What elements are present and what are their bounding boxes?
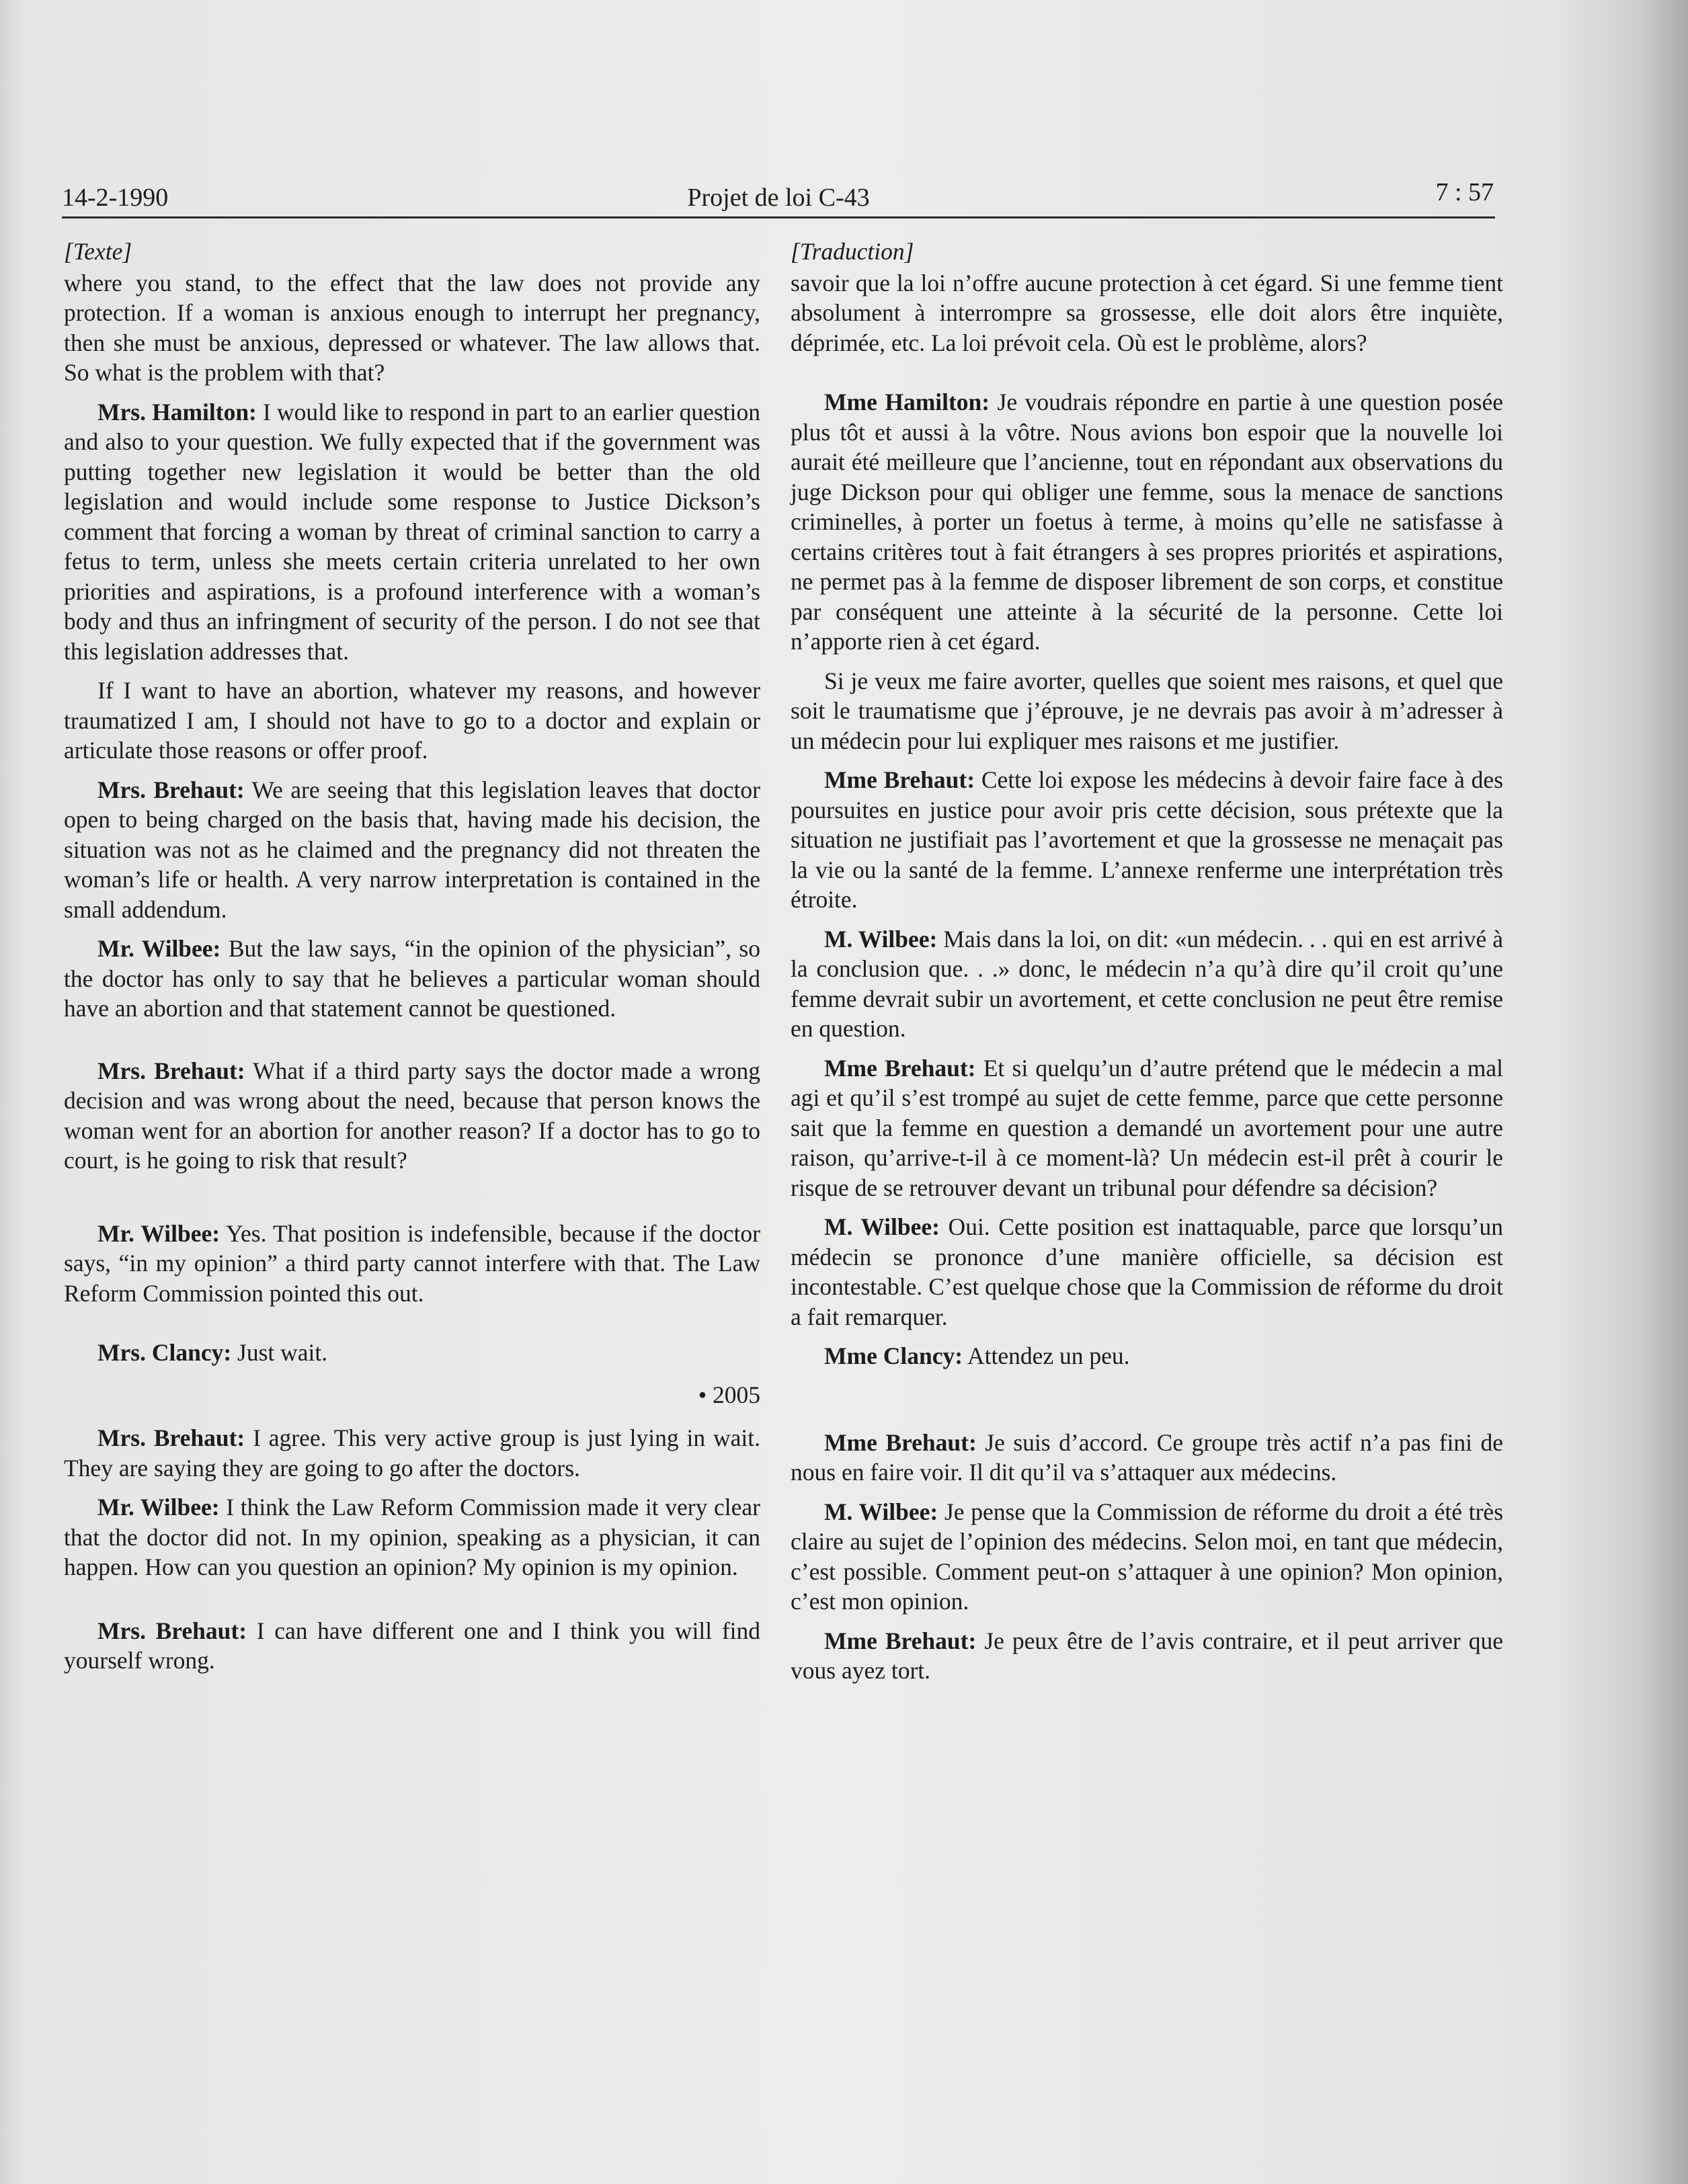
- header-date: 14-2-1990: [62, 184, 169, 212]
- speech-text: I think the Law Reform Commission made it very clear that the doctor did not. In my opinion, speaking as a physician, it can happen. How can you question an opinion? My opinion is my opinion.: [64, 1494, 760, 1580]
- speaker-name: Mrs. Hamilton:: [97, 398, 257, 426]
- speech-text: Mais dans la loi, on dit: «un médecin. . . qui en est arrivé à la conclusion que. . .» donc, le médecin n’a qu’à dire qu’il croit qu’une femme devrait subir un avortement, et cette conclusion ne peut être remise en question.: [791, 925, 1503, 1042]
- paragraph: [64, 397, 760, 667]
- speaker-name: Mr. Wilbee:: [97, 1494, 220, 1521]
- speaker-name: Mme Clancy:: [824, 1342, 963, 1369]
- speaker-name: Mme Brehaut:: [824, 1627, 977, 1654]
- paragraph: [64, 1338, 760, 1368]
- english-column: [64, 237, 760, 1685]
- paragraph: [791, 1053, 1503, 1203]
- speaker-name: Mr. Wilbee:: [97, 1219, 220, 1247]
- column-label: [Texte]: [64, 238, 132, 265]
- paragraph: [64, 1056, 760, 1176]
- speech-text: I can have different one and I think you will find yourself wrong.: [64, 1617, 761, 1674]
- speaker-name: Mrs. Brehaut:: [97, 1617, 247, 1644]
- speech-text: Oui. Cette position est inattaquable, parce que lorsqu’un médecin se prononce d’une manière officielle, sa décision est incontestable. C’est quelque chose que la Commission de réforme du droit a fait remarquer.: [791, 1213, 1504, 1330]
- speech-text: What if a third party says the doctor made a wrong decision and was wrong about the need, because that person knows the woman went for an abortion for another reason? If a doctor has to go to court, is he going to risk that result?: [64, 1057, 760, 1174]
- paragraph: Si je veux me faire avorter, quelles que soient mes raisons, et quel que soit le traumatisme que j’éprouve, je ne devrais pas avoir à m’adresser à un médecin pour lui expliquer mes raisons et me justifier.: [791, 667, 1503, 754]
- speaker-name: Mme Brehaut:: [824, 766, 975, 793]
- timestamp: • 2005: [698, 1381, 760, 1408]
- speech-text: Cette loi expose les médecins à devoir faire face à des poursuites en justice pour avoir pris cette décision, sous prétexte que la situation ne justifiait pas l’avortement et que la grossesse ne menaçait pas la vie ou la santé de la femme. L’annexe renferme une interprétation très étroite.: [791, 766, 1504, 913]
- speaker-name: Mrs. Brehaut:: [97, 1057, 245, 1084]
- paragraph: [791, 765, 1503, 915]
- speaker-name: M. Wilbee:: [824, 1213, 940, 1240]
- paragraph: [791, 1428, 1503, 1488]
- paragraph: [791, 1497, 1503, 1617]
- french-column: [791, 237, 1503, 1695]
- paragraph: If I want to have an abortion, whatever my reasons, and however traumatized I am, I should not have to go to a doctor and explain or articulate those reasons or offer proof.: [64, 677, 760, 764]
- speaker-name: M. Wilbee:: [824, 1498, 938, 1525]
- paragraph: [64, 1492, 760, 1582]
- paragraph: [64, 1219, 760, 1309]
- speech-text: Je suis d’accord. Ce groupe très actif n’a pas fini de nous en faire voir. Il dit qu’il va s’attaquer aux médecins.: [791, 1428, 1504, 1486]
- speaker-name: Mrs. Brehaut:: [97, 1424, 245, 1451]
- header-title: Projet de loi C-43: [687, 184, 870, 212]
- speaker-name: M. Wilbee:: [824, 925, 938, 953]
- paragraph: [64, 775, 760, 925]
- paragraph: [791, 1212, 1503, 1332]
- speaker-name: Mme Brehaut:: [824, 1428, 977, 1456]
- speech-text: Et si quelqu’un d’autre prétend que le médecin a mal agi et qu’il s’est trompé au sujet de cette femme, parce que cette personne sait que la femme en question a demandé un avortement pour une autre raison, qu’arrive-t-il à ce moment-là? Un médecin est-il prêt à courir le risque de se retrouver devant un tribunal pour défendre sa décision?: [791, 1054, 1504, 1201]
- paragraph: [791, 1626, 1503, 1686]
- speaker-name: Mrs. Brehaut:: [97, 776, 245, 803]
- speech-text: I would like to respond in part to an earlier question and also to your question. We fully expected that if the government was putting together new legislation it would be better than the old legislation and would include some response to Justice Dickson’s comment that forcing a woman by threat of criminal sanction to carry a fetus to term, unless she meets certain criteria unrelated to her own priorities and aspirations, is a profound interference with a woman’s body and thus an infringment of security of the person. I do not see that this legislation addresses that.: [64, 398, 760, 665]
- paragraph: where you stand, to the effect that the law does not provide any protection. If a woman is anxious enough to interrupt her pregnancy, then she must be anxious, depressed or whatever. The law allows that. So what is the problem with that?: [64, 269, 760, 386]
- paragraph: [64, 934, 760, 1024]
- speech-text: Je peux être de l’avis contraire, et il peut arriver que vous ayez tort.: [791, 1627, 1504, 1684]
- speech-text: Yes. That position is indefensible, because if the doctor says, “in my opinion” a third party cannot interfere with that. The Law Reform Commission pointed this out.: [64, 1219, 760, 1307]
- paragraph: [791, 924, 1503, 1044]
- speech-text: Attendez un peu.: [963, 1342, 1130, 1369]
- page-number: 7 : 57: [1435, 178, 1494, 206]
- speaker-name: Mme Brehaut:: [824, 1054, 976, 1082]
- speech-text: Just wait.: [231, 1339, 328, 1366]
- paragraph: savoir que la loi n’offre aucune protection à cet égard. Si une femme tient absolument à interrompre sa grossesse, elle doit alors être inquiète, déprimée, etc. La loi prévoit cela. Où est le problème, alors?: [791, 269, 1503, 356]
- speech-text: Je pense que la Commission de réforme du droit a été très claire au sujet de l’opinion des médecins. Selon moi, en tant que médecin, c’est possible. Comment peut-on s’attaquer à une opinion? Mon opinion, c’est mon opinion.: [791, 1498, 1504, 1615]
- paragraph: [64, 1423, 760, 1483]
- paragraph: [791, 1341, 1503, 1371]
- page-header: [62, 176, 1495, 218]
- speaker-name: Mr. Wilbee:: [97, 935, 221, 962]
- column-label: [Traduction]: [791, 238, 914, 265]
- speaker-name: Mme Hamilton:: [824, 389, 990, 415]
- speech-text: I agree. This very active group is just lying in wait. They are saying they are going to go after the doctors.: [64, 1424, 760, 1482]
- speech-text: Je voudrais répondre en partie à une question posée plus tôt et aussi à la vôtre. Nous avions bon espoir que la nouvelle loi aurait été meilleure que l’ancienne, tout en répondant aux observations du juge Dickson pour qui obliger une femme, sous la menace de sanctions criminelles, à porter un foetus à terme, à moins qu’elle ne satisfasse à certains critères tout à fait étrangers à ses propres priorités et aspirations, ne permet pas à la femme de disposer librement de son corps, et constitue par conséquent une atteinte à la sécurité de la personne. Cette loi n’apporte rien à cet égard.: [791, 389, 1503, 655]
- speech-text: We are seeing that this legislation leaves that doctor open to being charged on the basis that, having made his decision, the situation was not as he claimed and the pregnancy did not threaten the woman’s life or health. A very narrow interpretation is contained in the small addendum.: [64, 776, 760, 923]
- speech-text: But the law says, “in the opinion of the physician”, so the doctor has only to say that he believes a particular woman should have an abortion and that statement cannot be questioned.: [64, 935, 760, 1022]
- paragraph: [64, 1616, 760, 1676]
- speaker-name: Mrs. Clancy:: [97, 1339, 232, 1366]
- paragraph: [791, 387, 1503, 657]
